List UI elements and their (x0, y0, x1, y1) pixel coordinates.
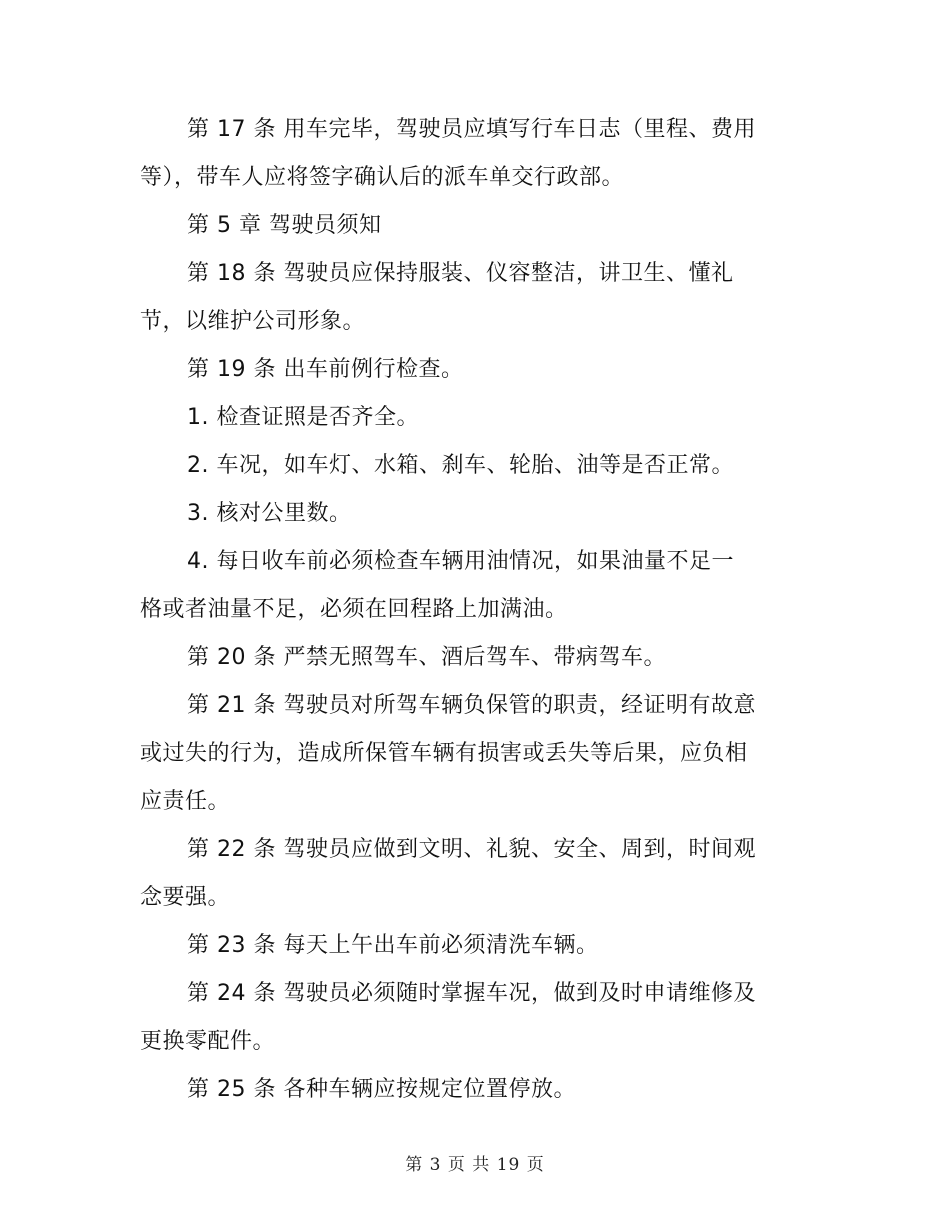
page-footer: 第 3 页 共 19 页 (405, 1155, 545, 1175)
article-21-line-3: 应责任。 (140, 789, 231, 814)
article-17-line-2: 等），带车人应将签字确认后的派车单交行政部。 (140, 165, 625, 190)
article-25-line: 第 25 条 各种车辆应按规定位置停放。 (187, 1077, 576, 1102)
article-24-line-1: 第 24 条 驾驶员必须随时掌握车况，做到及时申请维修及 (187, 981, 756, 1006)
article-17-line-1: 第 17 条 用车完毕，驾驶员应填写行车日志（里程、费用 (187, 117, 756, 142)
article-22-line-1: 第 22 条 驾驶员应做到文明、礼貌、安全、周到，时间观 (187, 837, 756, 862)
article-21-line-2: 或过失的行为，造成所保管车辆有损害或丢失等后果，应负相 (140, 741, 748, 766)
article-24-line-2: 更换零配件。 (140, 1029, 276, 1054)
article-19-line: 第 19 条 出车前例行检查。 (187, 357, 464, 382)
article-22-line-2: 念要强。 (140, 885, 231, 910)
list-item-4-line-2: 格或者油量不足，必须在回程路上加满油。 (140, 597, 568, 622)
list-item-4-line-1: 4. 每日收车前必须检查车辆用油情况，如果油量不足一 (187, 549, 734, 574)
list-item-2: 2. 车况，如车灯、水箱、刹车、轮胎、油等是否正常。 (187, 453, 734, 478)
article-21-line-1: 第 21 条 驾驶员对所驾车辆负保管的职责，经证明有故意 (187, 693, 756, 718)
article-18-line-2: 节，以维护公司形象。 (140, 309, 366, 334)
list-item-1: 1. 检查证照是否齐全。 (187, 405, 419, 430)
document-body (140, 106, 760, 1114)
chapter-5-heading: 第 5 章 驾驶员须知 (187, 213, 382, 238)
article-23-line: 第 23 条 每天上午出车前必须清洗车辆。 (187, 933, 599, 958)
list-item-3: 3. 核对公里数。 (187, 501, 352, 526)
article-20-line: 第 20 条 严禁无照驾车、酒后驾车、带病驾车。 (187, 645, 666, 670)
article-18-line-1: 第 18 条 驾驶员应保持服装、仪容整洁，讲卫生、懂礼 (187, 261, 734, 286)
